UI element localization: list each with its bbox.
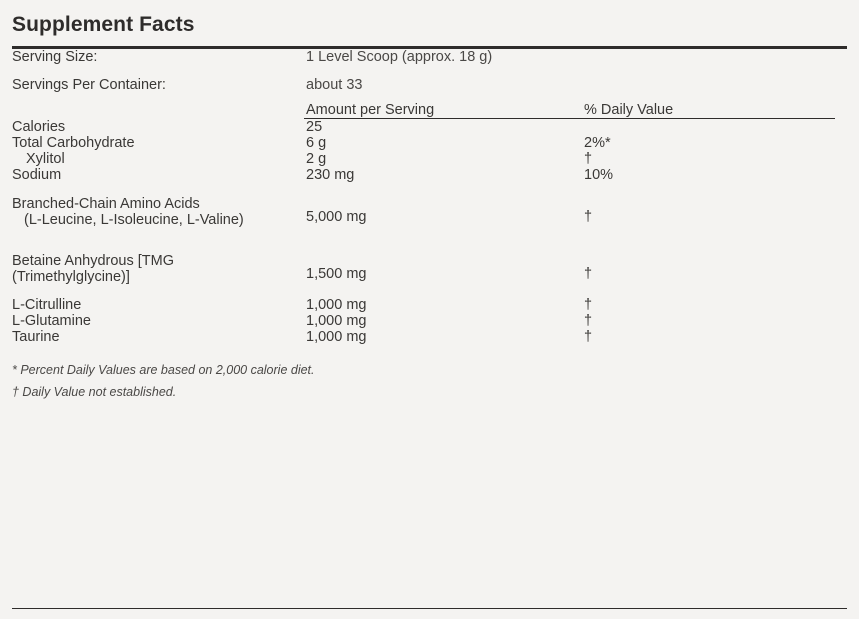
serving-size-label: Serving Size: (12, 49, 98, 65)
nutrient-dv: 2%* (584, 135, 611, 151)
nutrient-name: Calories (12, 119, 66, 135)
nutrient-amount: 25 (306, 119, 323, 135)
nutrient-dv: † (584, 209, 593, 225)
nutrient-name: Xylitol (26, 151, 65, 167)
bottom-divider (12, 608, 847, 609)
column-header-row (12, 102, 847, 118)
table-row (12, 240, 847, 297)
nutrient-name: Sodium (12, 167, 62, 183)
serving-size-row (12, 49, 847, 65)
nutrient-amount: 1,000 mg (306, 329, 367, 345)
daily-value-header: % Daily Value (584, 102, 674, 118)
nutrient-name: Total Carbohydrate (12, 135, 135, 151)
nutrient-dv: † (584, 313, 593, 329)
header-spacer (12, 102, 306, 118)
table-row (12, 297, 847, 313)
nutrient-amount: 230 mg (306, 167, 355, 183)
header-underline-row (12, 118, 847, 119)
table-row (12, 329, 847, 345)
nutrient-name: Taurine (12, 329, 60, 345)
table-row (12, 119, 847, 135)
supplement-facts-table (12, 49, 847, 345)
nutrient-amount: 1,000 mg (306, 297, 367, 313)
table-row (12, 135, 847, 151)
nutrient-dv: † (584, 297, 593, 313)
servings-per-container-label: Servings Per Container: (12, 77, 166, 93)
nutrient-amount: 1,500 mg (306, 266, 367, 282)
nutrient-name-block (12, 183, 306, 240)
nutrient-dv: 10% (584, 167, 614, 183)
amount-per-serving-header: Amount per Serving (306, 102, 435, 118)
table-row (12, 151, 847, 167)
nutrient-amount: 1,000 mg (306, 313, 367, 329)
nutrient-amount: 6 g (306, 135, 327, 151)
nutrient-amount: 5,000 mg (306, 209, 367, 225)
servings-per-container-value: about 33 (306, 77, 363, 93)
nutrient-name-secondary: (L-Leucine, L-Isoleucine, L-Valine) (24, 212, 244, 228)
footnotes (12, 359, 847, 403)
table-row (12, 313, 847, 329)
nutrient-amount: 2 g (306, 151, 327, 167)
nutrient-name-secondary: (Trimethylglycine)] (12, 269, 130, 285)
nutrient-name: L-Glutamine (12, 313, 91, 329)
nutrient-dv: † (584, 329, 593, 345)
nutrient-dv: † (584, 266, 593, 282)
header-underline (304, 118, 835, 119)
servings-per-container-row (12, 65, 847, 102)
nutrient-name: L-Citrulline (12, 297, 82, 313)
nutrient-name: Branched-Chain Amino Acids (12, 196, 200, 212)
nutrient-dv: † (584, 151, 593, 167)
nutrient-dv (584, 119, 847, 135)
footnote-percent-daily-value: * Percent Daily Values are based on 2,000 calorie diet. (12, 363, 315, 377)
page-title: Supplement Facts (12, 13, 195, 36)
footnote-daily-value-not-established: † Daily Value not established. (12, 385, 177, 399)
nutrient-name: Betaine Anhydrous [TMG (12, 253, 174, 269)
table-row (12, 183, 847, 240)
nutrient-name-block (12, 240, 306, 297)
header-underline-cell (12, 118, 847, 119)
table-row (12, 167, 847, 183)
serving-size-value: 1 Level Scoop (approx. 18 g) (306, 49, 493, 65)
